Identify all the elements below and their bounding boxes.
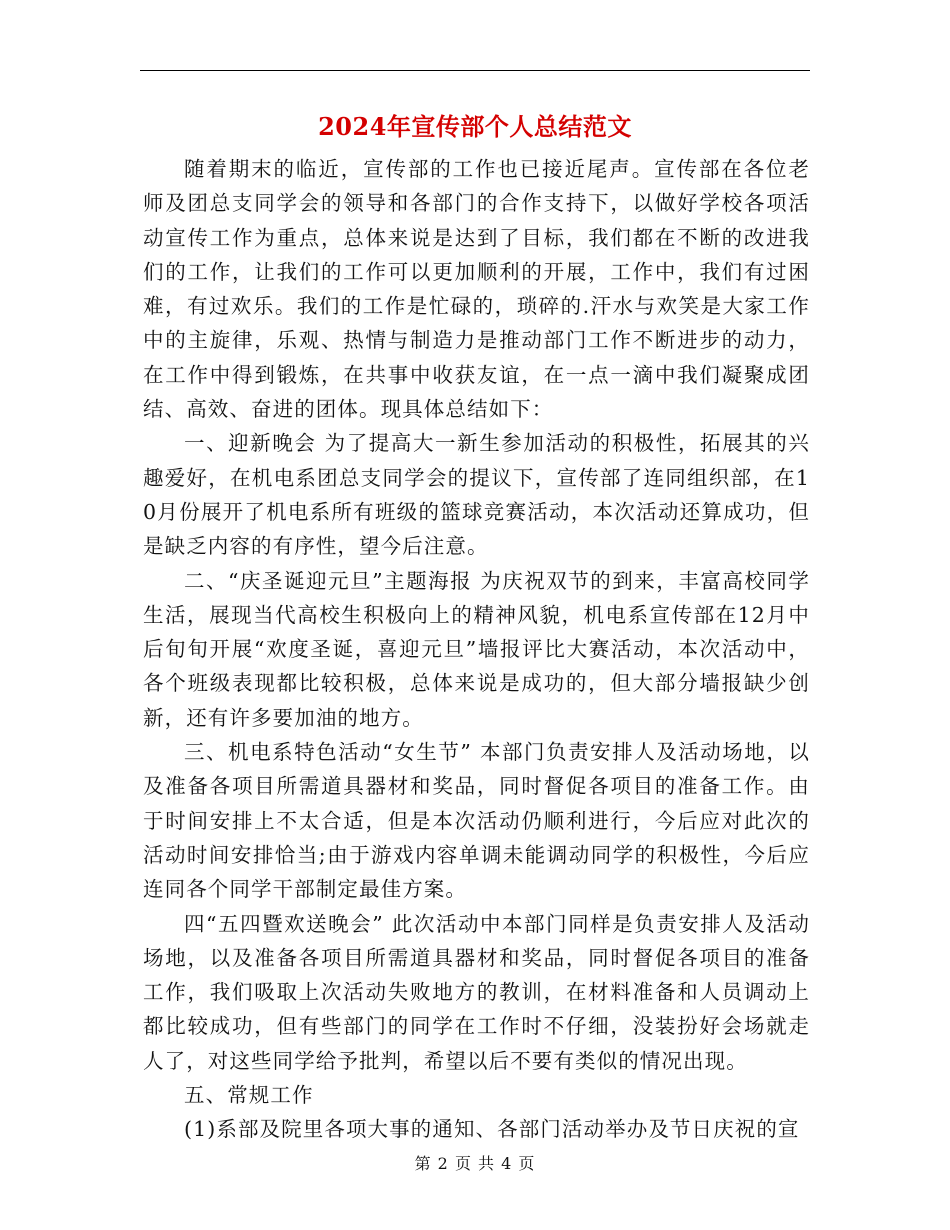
header-rule: [140, 70, 810, 71]
document-title: 2024年宣传部个人总结范文: [318, 112, 632, 141]
paragraph-section-2: 二、“庆圣诞迎元旦”主题海报 为庆祝双节的到来，丰富高校同学生活，展现当代高校生积极向上的精神风貌，机电系宣传部在12月中后旬旬开展“欢度圣诞，喜迎元旦”墙报评比大赛活动，本次活动中，各个班级表现都比较积极，总体来说是成功的，但大部分墙报缺少创新，还有许多要加油的地方。: [143, 568, 810, 730]
paragraph-section-4: 四“五四暨欢送晚会” 此次活动中本部门同样是负责安排人及活动场地，以及准备各项目所需道具器材和奖品，同时督促各项目的准备工作，我们吸取上次活动失败地方的教训，在材料准备和人员调动上都比较成功，但有些部门的同学在工作时不仔细，没装扮好会场就走人了，对这些同学给予批判，希望以后不要有类似的情况出现。: [143, 911, 810, 1073]
paragraph-section-1: 一、迎新晚会 为了提高大一新生参加活动的积极性，拓展其的兴趣爱好，在机电系团总支同学会的提议下，宣传部了连同组织部，在10月份展开了机电系所有班级的篮球竞赛活动，本次活动还算成功，但是缺乏内容的有序性，望今后注意。: [143, 431, 810, 559]
paragraph-section-3: 三、机电系特色活动“女生节” 本部门负责安排人及活动场地，以及准备各项目所需道具器材和奖品，同时督促各项目的准备工作。由于时间安排上不太合适，但是本次活动仍顺利进行，今后应对此次的活动时间安排恰当;由于游戏内容单调未能调动同学的积极性，今后应连同各个同学干部制定最佳方案。: [143, 740, 810, 902]
paragraph-section-5-heading: 五、常规工作: [184, 1083, 314, 1108]
paragraph-intro: 随着期末的临近，宣传部的工作也已接近尾声。宣传部在各位老师及团总支同学会的领导和各部门的合作支持下，以做好学校各项活动宣传工作为重点，总体来说是达到了目标，我们都在不断的改进我们的工作，让我们的工作可以更加顺利的开展，工作中，我们有过困难，有过欢乐。我们的工作是忙碌的，琐碎的.汗水与欢笑是大家工作中的主旋律，乐观、热情与制造力是推动部门工作不断进步的动力，在工作中得到锻炼，在共事中收获友谊，在一点一滴中我们凝聚成团结、高效、奋进的团体。现具体总结如下：: [143, 157, 810, 422]
document-body: [143, 152, 810, 1147]
page-number-label: 第 2 页 共 4 页: [414, 1154, 536, 1173]
paragraph-section-5-item-1: (1)系部及院里各项大事的通知、各部门活动举办及节日庆祝的宣: [184, 1117, 800, 1142]
page-footer: [0, 1152, 950, 1176]
